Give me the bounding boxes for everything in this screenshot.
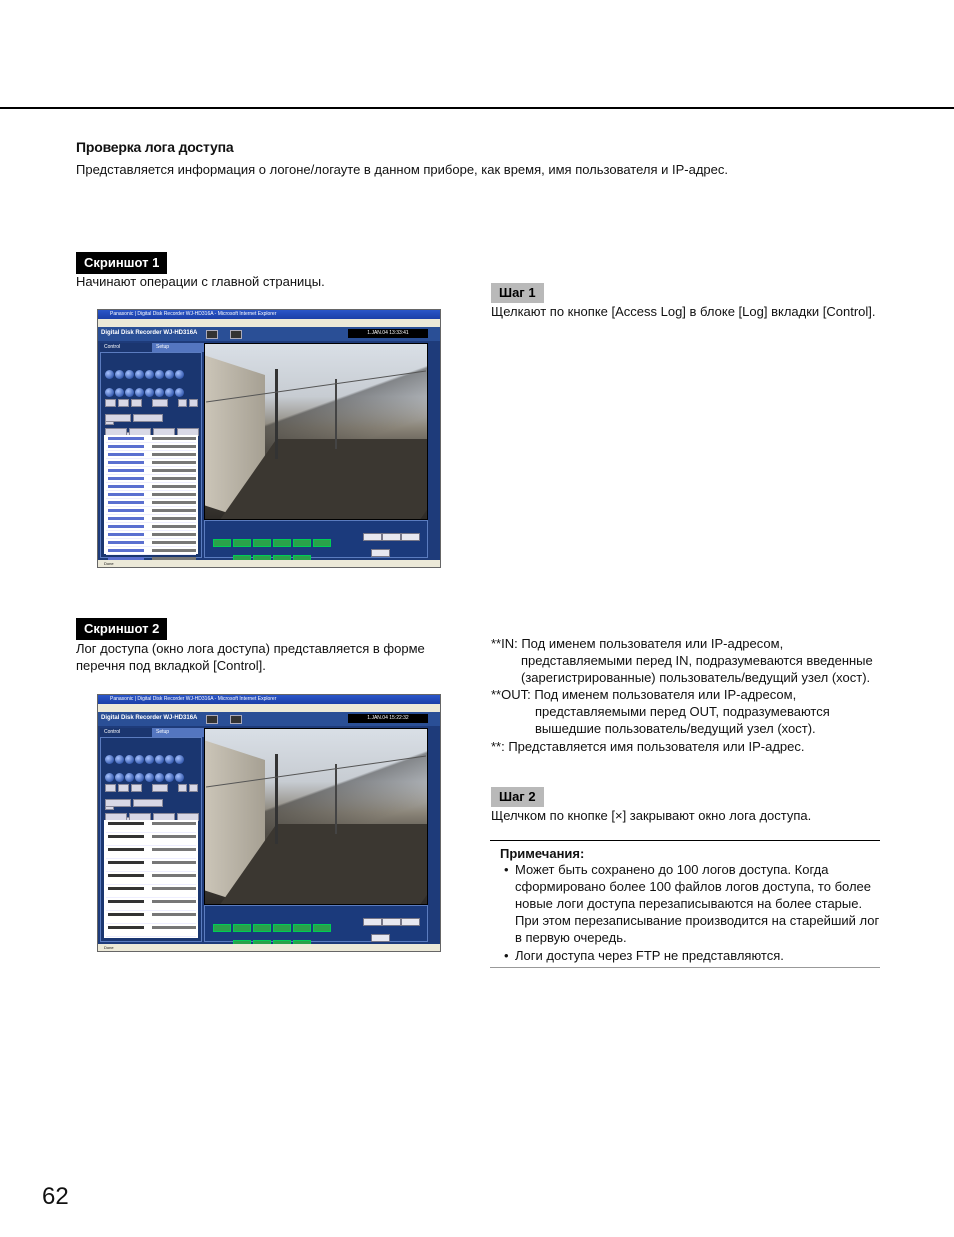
control-panel (100, 352, 202, 558)
log-buttons[interactable] (105, 423, 201, 429)
skip-back-button[interactable] (213, 924, 231, 932)
recorder-app (98, 327, 440, 560)
tab-setup[interactable]: Setup (152, 343, 204, 352)
search-buttons[interactable] (105, 409, 201, 415)
play-button[interactable] (273, 539, 291, 547)
clock-display: 1.JAN.04 13:33:41 (348, 329, 428, 338)
section-intro: Представляется информация о логоне/логауте в данном приборе, как время, имя пользователя и IP-адрес. (76, 162, 729, 177)
tab-control[interactable]: Control (100, 343, 152, 352)
camera-video (204, 728, 428, 905)
window-titlebar: Panasonic | Digital Disk Recorder WJ-HD316A - Microsoft Internet Explorer (98, 695, 440, 704)
prev-record-button[interactable] (233, 924, 251, 932)
next-record-button[interactable] (293, 924, 311, 932)
rev-play-button[interactable] (253, 924, 271, 932)
play-button[interactable] (273, 924, 291, 932)
tab-control[interactable]: Control (100, 728, 152, 737)
notes-top-rule (490, 840, 880, 841)
skip-back-button[interactable] (213, 539, 231, 547)
model-label: Digital Disk Recorder WJ-HD316A (101, 715, 198, 721)
start-button[interactable] (363, 533, 382, 541)
recorder-app (98, 712, 440, 944)
notes-bullet: • (504, 948, 509, 963)
ff-button[interactable] (313, 539, 331, 547)
notes-bullet: • (504, 862, 509, 877)
note1-line4: При этом перезаписывание производится на старейший лог (515, 913, 880, 928)
step2-tag: Шаг 2 (491, 787, 544, 807)
rev-play-button[interactable] (253, 539, 271, 547)
download-button[interactable] (401, 533, 420, 541)
error-log-list (104, 435, 198, 554)
indicator-icon (206, 330, 218, 339)
screenshot1-image (97, 309, 441, 568)
clock-display: 1.JAN.04 15:22:32 (348, 714, 428, 723)
page-number: 62 (42, 1183, 69, 1210)
camera-video (204, 343, 428, 520)
indicator-icon (206, 715, 218, 724)
legend-star-line: **: Представляется имя пользователя или IP-адрес. (491, 739, 805, 754)
end-button[interactable] (382, 918, 401, 926)
top-rule (0, 107, 954, 109)
note1-line1: Может быть сохранено до 100 логов доступа. Когда (515, 862, 829, 877)
legend-in-line2: представляемыми перед IN, подразумеваются введенные (521, 653, 873, 668)
tab-bar (100, 728, 202, 737)
viewer-button[interactable] (371, 934, 390, 942)
brand-bar (98, 712, 440, 726)
note2-text: Логи доступа через FTP не представляются. (515, 948, 784, 963)
step1-tag: Шаг 1 (491, 283, 544, 303)
indicator-icon (230, 715, 242, 724)
notes-bottom-rule (490, 967, 880, 968)
playback-controls (204, 905, 428, 942)
indicator-icon (230, 330, 242, 339)
download-button[interactable] (401, 918, 420, 926)
end-button[interactable] (382, 533, 401, 541)
playback-controls (204, 520, 428, 558)
note1-line5: в первую очередь. (515, 930, 627, 945)
prev-record-button[interactable] (233, 539, 251, 547)
viewer-button[interactable] (371, 549, 390, 557)
log-buttons[interactable] (105, 808, 201, 814)
step2-text: Щелчком по кнопке [×] закрывают окно лога доступа. (491, 808, 812, 823)
notes-heading: Примечания: (500, 846, 585, 861)
access-log-list (104, 820, 198, 938)
start-button[interactable] (363, 918, 382, 926)
multiscreen-buttons[interactable] (105, 394, 201, 400)
browser-statusbar: Done (98, 560, 440, 567)
screenshot2-image (97, 694, 441, 952)
tab-bar (100, 343, 202, 352)
brand-bar (98, 327, 440, 341)
next-record-button[interactable] (293, 539, 311, 547)
control-panel (100, 737, 202, 942)
legend-in-line1: **IN: Под именем пользователя или IP-адресом, (491, 636, 784, 651)
browser-statusbar: Done (98, 944, 440, 951)
step1-text: Щелкают по кнопке [Access Log] в блоке [Log] вкладки [Control]. (491, 304, 876, 319)
search-buttons[interactable] (105, 794, 201, 800)
screenshot2-tag: Скриншот 2 (76, 618, 167, 640)
tab-setup[interactable]: Setup (152, 728, 204, 737)
screenshot1-tag: Скриншот 1 (76, 252, 167, 274)
screenshot2-caption-line1: Лог доступа (окно лога доступа) представляется в форме (76, 641, 425, 656)
screenshot1-caption: Начинают операции с главной страницы. (76, 274, 325, 289)
multiscreen-buttons[interactable] (105, 779, 201, 785)
section-title: Проверка лога доступа (76, 139, 234, 155)
ff-button[interactable] (313, 924, 331, 932)
window-titlebar: Panasonic | Digital Disk Recorder WJ-HD316A - Microsoft Internet Explorer (98, 310, 440, 319)
legend-out-line1: **OUT: Под именем пользователя или IP-адресом, (491, 687, 797, 702)
legend-out-line3: вышедшие пользователь/ведущий узел (хост). (535, 721, 816, 736)
screenshot2-caption-line2: перечня под вкладкой [Control]. (76, 658, 266, 673)
legend-in-line3: (зарегистрированные) пользователь/ведущий узел (хост). (521, 670, 871, 685)
legend-out-line2: представляемыми перед OUT, подразумеваются (535, 704, 830, 719)
note1-line2: сформировано более 100 файлов логов доступа, то более (515, 879, 872, 894)
note1-line3: новые логи доступа перезаписываются на более старые. (515, 896, 863, 911)
model-label: Digital Disk Recorder WJ-HD316A (101, 330, 198, 336)
